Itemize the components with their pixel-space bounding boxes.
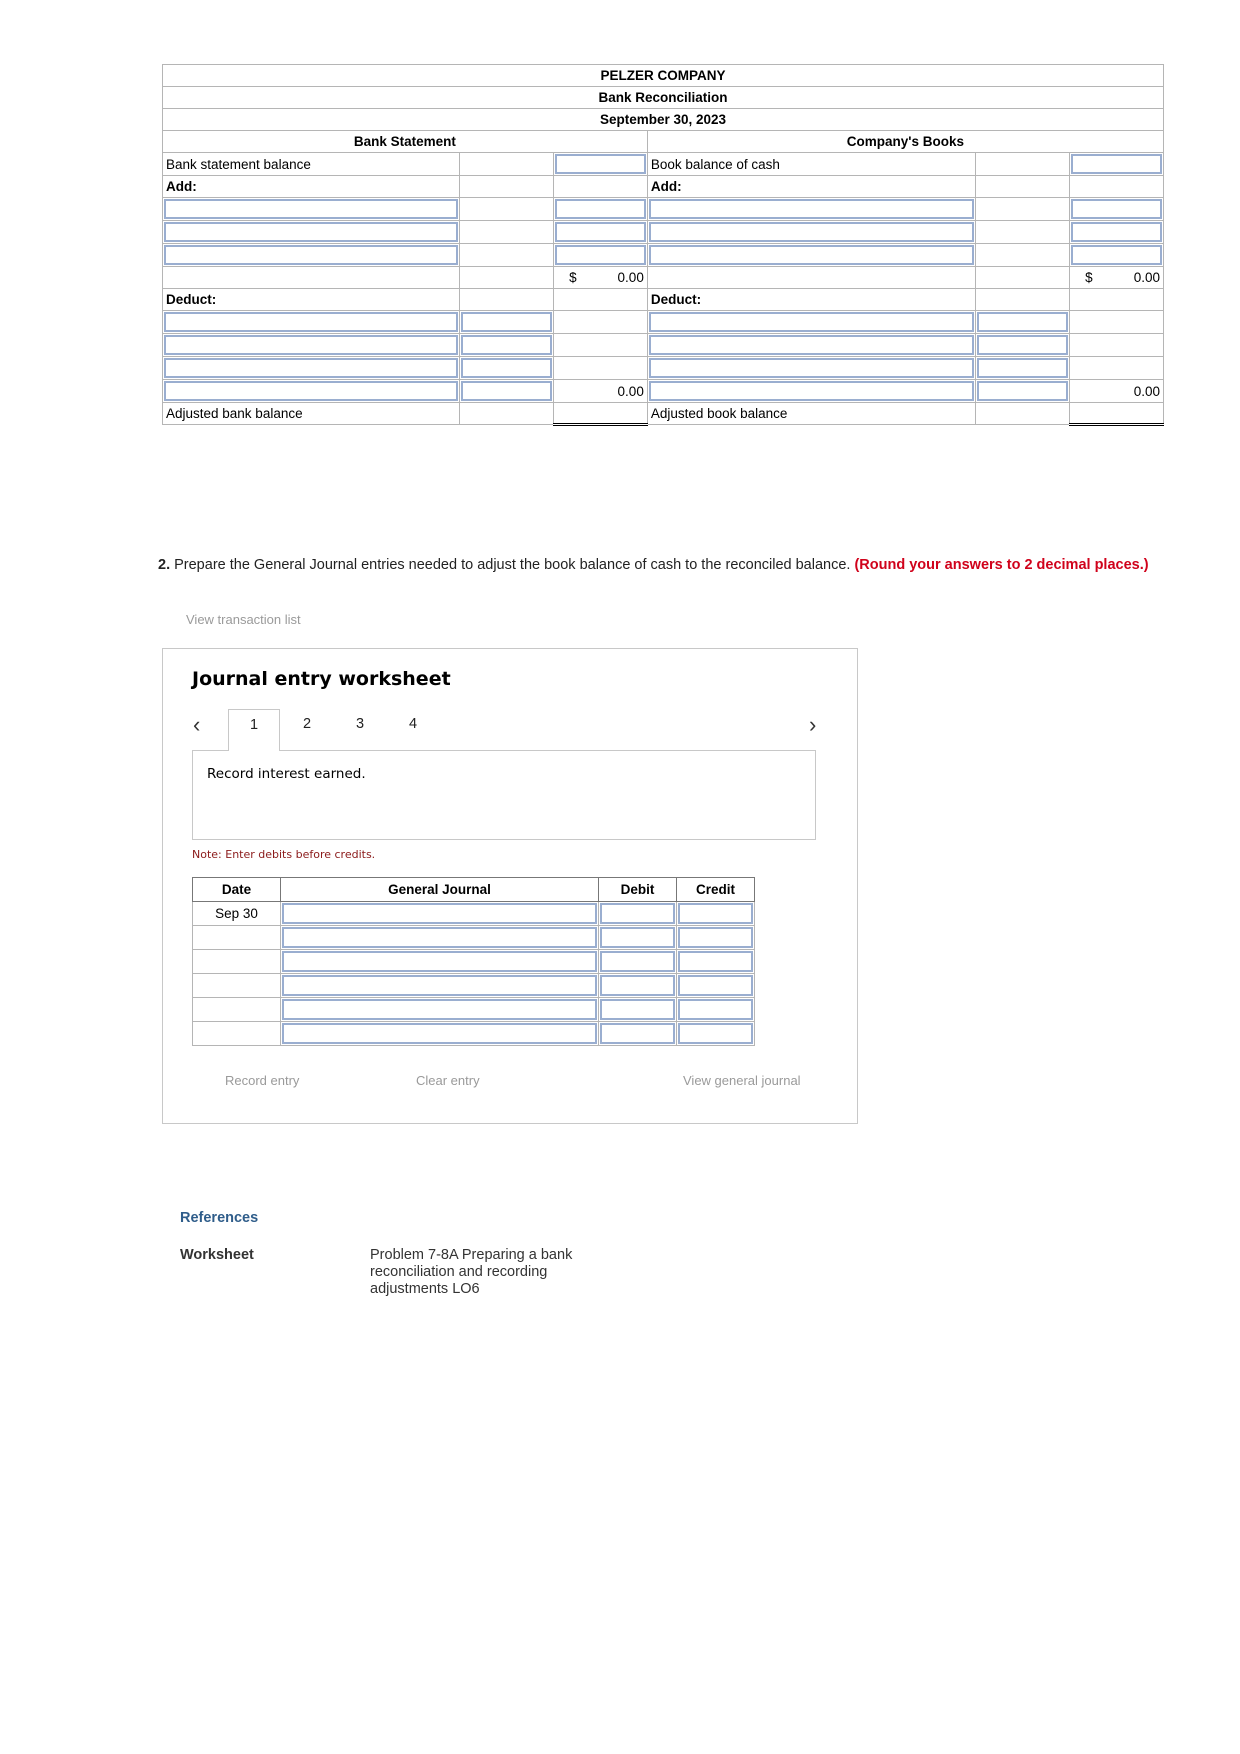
bank-deduct-description-input[interactable] — [164, 312, 458, 332]
bank-statement-header: Bank Statement — [163, 131, 648, 153]
book-balance-input[interactable] — [1071, 154, 1162, 174]
book-balance-label: Book balance of cash — [647, 153, 976, 176]
table-row — [193, 950, 755, 974]
book-deduct-amount-input[interactable] — [977, 358, 1068, 378]
worksheet-title: Journal entry worksheet — [192, 668, 451, 690]
bank-add-description-input[interactable] — [164, 222, 458, 242]
chevron-right-icon[interactable]: › — [809, 712, 817, 737]
credit-input[interactable] — [678, 975, 753, 996]
book-add-amount-input[interactable] — [1071, 199, 1162, 219]
debit-input[interactable] — [600, 951, 675, 972]
bank-deduct-label: Deduct: — [163, 289, 460, 311]
references-heading: References — [180, 1210, 259, 1226]
bank-deduct-subtotal: 0.00 — [554, 380, 648, 403]
bank-add-subtotal — [554, 267, 648, 289]
account-input[interactable] — [282, 903, 597, 924]
date-column-header: Date — [193, 878, 281, 902]
book-deduct-label: Deduct: — [647, 289, 976, 311]
book-add-description-input[interactable] — [649, 245, 975, 265]
book-deduct-description-input[interactable] — [649, 381, 975, 401]
bank-deduct-description-input[interactable] — [164, 381, 458, 401]
journal-entry-table — [192, 877, 755, 1046]
bank-add-amount-input[interactable] — [555, 199, 646, 219]
book-add-label: Add: — [647, 176, 976, 198]
bank-deduct-amount-input[interactable] — [461, 335, 552, 355]
report-date: September 30, 2023 — [163, 109, 1164, 131]
bank-add-amount-input[interactable] — [555, 245, 646, 265]
record-entry-button[interactable]: Record entry — [225, 1073, 300, 1088]
dollar-sign: $ — [1085, 270, 1093, 285]
book-add-subtotal-value: 0.00 — [1133, 270, 1160, 285]
tab-1[interactable]: 1 — [228, 709, 280, 751]
account-input[interactable] — [282, 951, 597, 972]
book-deduct-description-input[interactable] — [649, 358, 975, 378]
account-input[interactable] — [282, 1023, 597, 1044]
entry-note: Note: Enter debits before credits. — [192, 848, 376, 861]
credit-input[interactable] — [678, 999, 753, 1020]
bank-reconciliation-table — [162, 64, 1164, 426]
rounding-instruction: (Round your answers to 2 decimal places.) — [854, 557, 1149, 573]
book-add-description-input[interactable] — [649, 222, 975, 242]
general-journal-column-header: General Journal — [281, 878, 599, 902]
worksheet-reference-label: Worksheet — [180, 1247, 254, 1263]
clear-entry-button[interactable]: Clear entry — [416, 1073, 480, 1088]
credit-column-header: Credit — [677, 878, 755, 902]
table-row — [193, 1022, 755, 1046]
report-title: Bank Reconciliation — [163, 87, 1164, 109]
dollar-sign: $ — [569, 270, 577, 285]
bank-add-description-input[interactable] — [164, 199, 458, 219]
bank-deduct-description-input[interactable] — [164, 335, 458, 355]
credit-input[interactable] — [678, 903, 753, 924]
credit-input[interactable] — [678, 927, 753, 948]
book-add-amount-input[interactable] — [1071, 245, 1162, 265]
debit-input[interactable] — [600, 903, 675, 924]
worksheet-reference-link[interactable]: Problem 7-8A Preparing a bank reconciliation and recording adjustments LO6 — [370, 1247, 573, 1297]
book-add-description-input[interactable] — [649, 199, 975, 219]
chevron-left-icon[interactable]: ‹ — [193, 712, 201, 737]
book-add-subtotal — [1070, 267, 1164, 289]
book-deduct-subtotal: 0.00 — [1070, 380, 1164, 403]
bank-add-subtotal-value: 0.00 — [617, 270, 644, 285]
table-row — [193, 926, 755, 950]
tab-2[interactable]: 2 — [302, 716, 312, 732]
bank-deduct-amount-input[interactable] — [461, 312, 552, 332]
account-input[interactable] — [282, 999, 597, 1020]
table-row — [193, 998, 755, 1022]
question-number: 2. — [158, 557, 171, 573]
bank-statement-balance-input[interactable] — [555, 154, 646, 174]
bank-deduct-description-input[interactable] — [164, 358, 458, 378]
company-books-header: Company's Books — [647, 131, 1163, 153]
question-text — [158, 557, 1149, 573]
bank-deduct-amount-input[interactable] — [461, 358, 552, 378]
view-transaction-list-link[interactable]: View transaction list — [186, 612, 301, 627]
account-input[interactable] — [282, 927, 597, 948]
entry-description: Record interest earned. — [192, 750, 816, 840]
book-deduct-description-input[interactable] — [649, 312, 975, 332]
table-row — [193, 902, 755, 926]
debit-input[interactable] — [600, 975, 675, 996]
debit-input[interactable] — [600, 1023, 675, 1044]
account-input[interactable] — [282, 975, 597, 996]
book-deduct-amount-input[interactable] — [977, 312, 1068, 332]
book-deduct-amount-input[interactable] — [977, 335, 1068, 355]
debit-input[interactable] — [600, 999, 675, 1020]
adjusted-book-balance-label: Adjusted book balance — [647, 403, 976, 425]
book-add-amount-input[interactable] — [1071, 222, 1162, 242]
debit-column-header: Debit — [599, 878, 677, 902]
adjusted-book-balance-value — [1070, 403, 1164, 425]
bank-add-label: Add: — [163, 176, 460, 198]
company-name: PELZER COMPANY — [163, 65, 1164, 87]
tab-4[interactable]: 4 — [408, 716, 418, 732]
credit-input[interactable] — [678, 1023, 753, 1044]
adjusted-bank-balance-value — [554, 403, 648, 425]
book-deduct-amount-input[interactable] — [977, 381, 1068, 401]
credit-input[interactable] — [678, 951, 753, 972]
bank-statement-balance-label: Bank statement balance — [163, 153, 460, 176]
view-general-journal-button[interactable]: View general journal — [683, 1073, 801, 1088]
table-row — [193, 974, 755, 998]
bank-add-amount-input[interactable] — [555, 222, 646, 242]
bank-deduct-amount-input[interactable] — [461, 381, 552, 401]
book-deduct-description-input[interactable] — [649, 335, 975, 355]
question-body: Prepare the General Journal entries needed to adjust the book balance of cash to the reconciled balance. — [170, 557, 855, 573]
tab-3[interactable]: 3 — [355, 716, 365, 732]
entry-date: Sep 30 — [193, 902, 281, 926]
bank-add-description-input[interactable] — [164, 245, 458, 265]
debit-input[interactable] — [600, 927, 675, 948]
adjusted-bank-balance-label: Adjusted bank balance — [163, 403, 460, 425]
